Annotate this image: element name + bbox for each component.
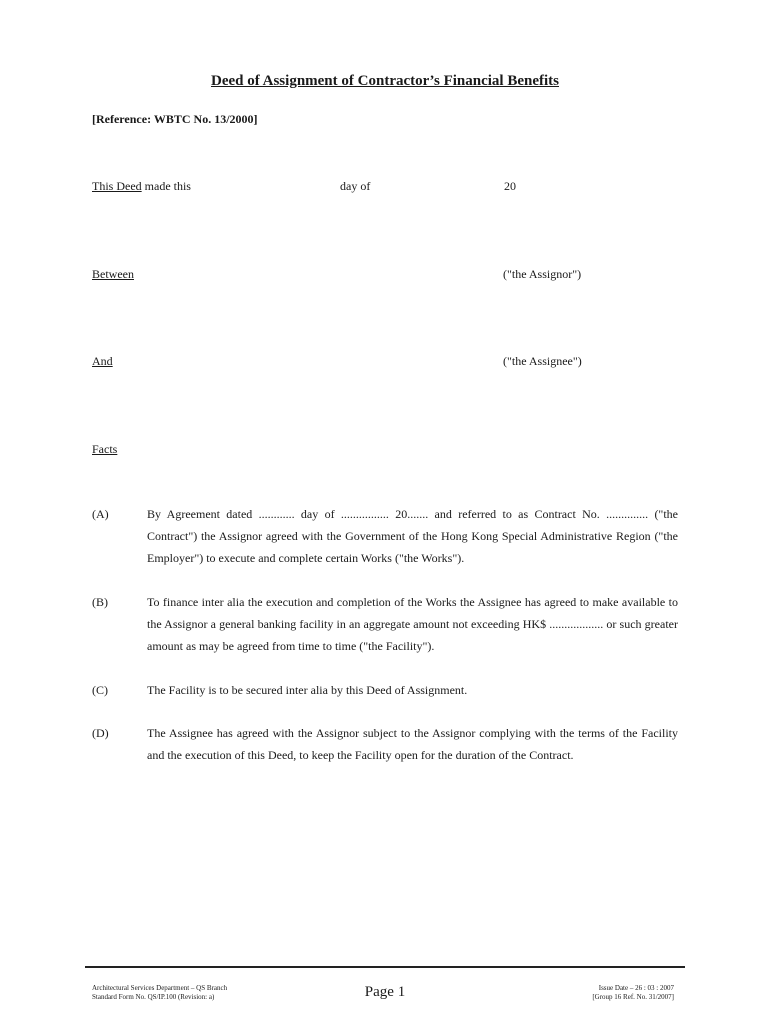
fact-text: By Agreement dated ............ day of ................ 20....... and referred to as Contract No. .............. ("the Contract") the Assignor agreed with the Government of the Hong Kong Special Administrative Region ("the Employer") to execute and complete certain Works ("the Works").: [147, 507, 678, 565]
made-this-text: made this: [141, 179, 191, 193]
fact-letter: (D): [92, 726, 109, 740]
footer-right: [592, 984, 674, 1002]
reference-line: [Reference: WBTC No. 13/2000]: [92, 112, 258, 126]
fact-letter: (A): [92, 507, 109, 521]
footer-form-number: Standard Form No. QS/IP.100 (Revision: a): [92, 993, 215, 1001]
assignee-label: ("the Assignee"): [503, 354, 582, 368]
this-deed-label: This Deed: [92, 179, 142, 193]
year-prefix-text: 20: [504, 179, 516, 193]
page-number: Page 1: [364, 984, 406, 1000]
assignor-label: ("the Assignor"): [503, 267, 582, 281]
fact-item-a: [92, 503, 678, 569]
footer-group-ref: [Group 16 Ref. No. 31/2007]: [592, 993, 674, 1001]
between-label: Between: [92, 267, 134, 281]
footer-divider: [85, 966, 685, 968]
fact-item-d: [92, 722, 678, 766]
fact-text: To finance inter alia the execution and completion of the Works the Assignee has agreed to make available to the Assignor a general banking facility in an aggregate amount not exceeding HK$ .................. or such greater amount as may be agreed from time to time ("the Facility").: [147, 595, 678, 653]
footer-issue-date: Issue Date – 26 : 03 : 2007: [598, 984, 674, 992]
fact-text: The Facility is to be secured inter alia by this Deed of Assignment.: [147, 683, 468, 697]
deed-line: [92, 179, 191, 194]
day-of-text: day of: [340, 179, 371, 193]
fact-item-b: [92, 591, 678, 657]
document-title: Deed of Assignment of Contractor’s Financial Benefits: [210, 73, 559, 89]
fact-letter: (C): [92, 683, 108, 697]
fact-item-c: [92, 679, 678, 701]
footer-department: Architectural Services Department – QS Branch: [92, 984, 228, 992]
facts-heading: Facts: [92, 442, 118, 456]
fact-letter: (B): [92, 595, 108, 609]
and-label: And: [92, 354, 113, 368]
fact-text: The Assignee has agreed with the Assignor subject to the Assignor complying with the terms of the Facility and the execution of this Deed, to keep the Facility open for the duration of the Contract.: [147, 726, 678, 762]
